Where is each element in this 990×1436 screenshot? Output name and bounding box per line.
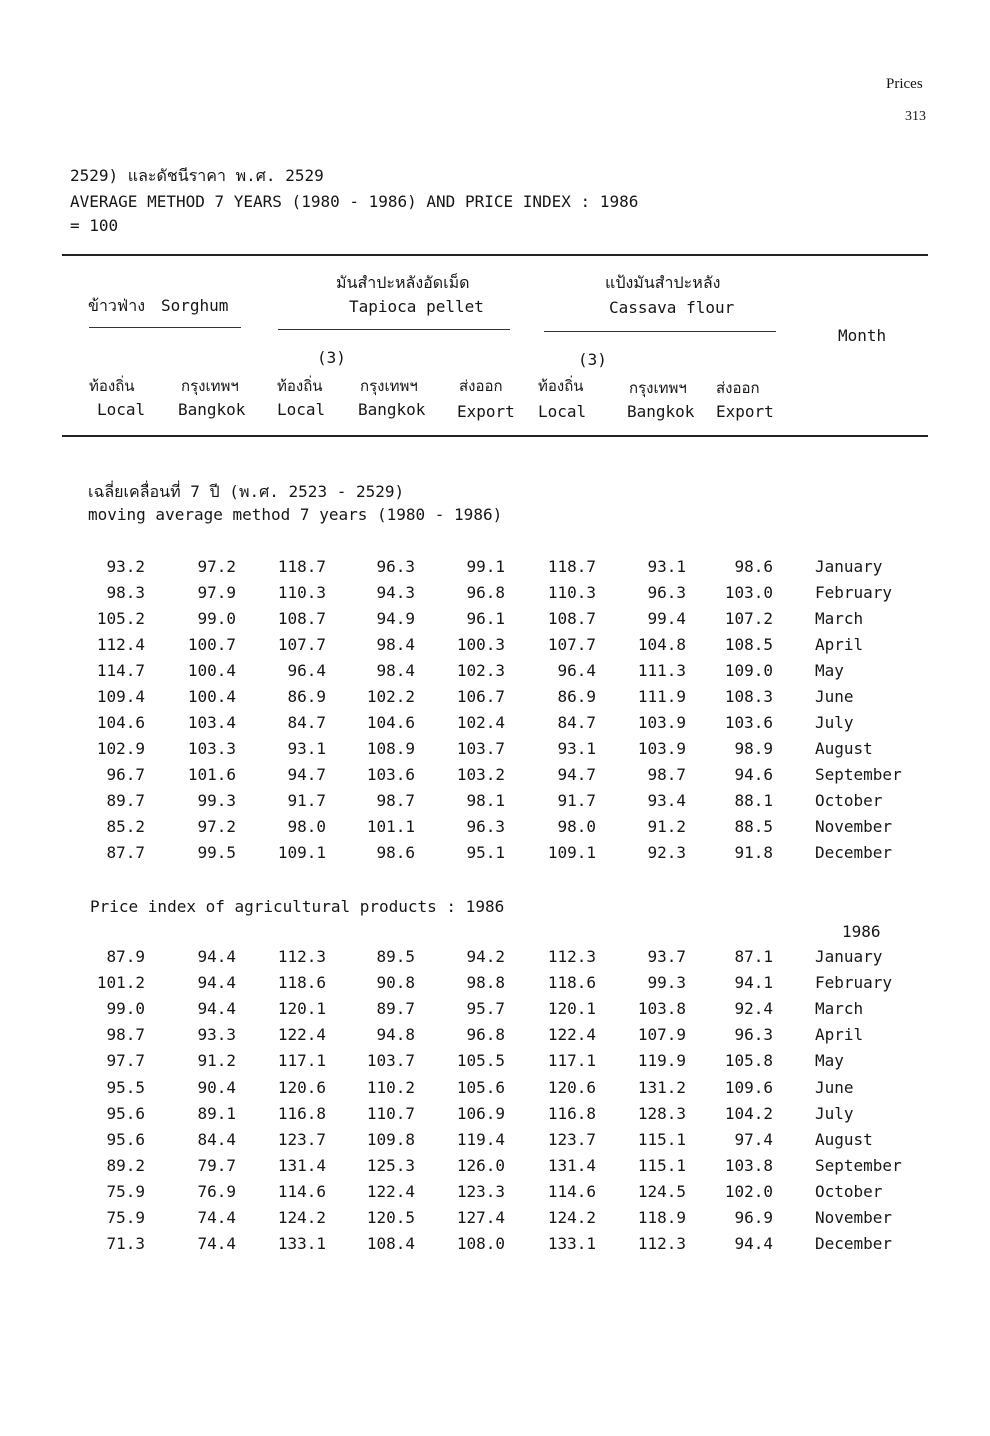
cell-month: September bbox=[815, 1155, 902, 1175]
cell-tapioca-local: 117.1 bbox=[277, 1051, 326, 1071]
header-top-rule bbox=[62, 254, 928, 256]
tapioca-thai: มันสำปะหลังอัดเม็ด bbox=[336, 273, 470, 292]
cell-tapioca-export: 95.1 bbox=[466, 843, 505, 862]
cell-tapioca-bangkok: 94.8 bbox=[376, 1025, 415, 1045]
cell-cassava-local: 118.6 bbox=[547, 973, 596, 993]
cell-tapioca-local: 98.0 bbox=[287, 817, 326, 836]
cell-cassava-export: 94.6 bbox=[734, 765, 773, 784]
cell-cassava-bangkok: 93.4 bbox=[647, 791, 686, 810]
cell-sorghum-local: 95.5 bbox=[106, 1077, 145, 1097]
cell-cassava-bangkok: 111.9 bbox=[637, 687, 686, 706]
col-sorghum-bangkok-thai: กรุงเทพฯ bbox=[181, 377, 239, 395]
cell-month: July bbox=[815, 1103, 854, 1123]
col-cassava-export-thai: ส่งออก bbox=[716, 379, 760, 397]
cell-tapioca-local: 131.4 bbox=[277, 1155, 326, 1175]
header-bottom-rule bbox=[62, 435, 928, 437]
cell-cassava-local: 123.7 bbox=[547, 1129, 596, 1149]
cassava-en: Cassava flour bbox=[609, 298, 735, 317]
cell-cassava-local: 133.1 bbox=[547, 1234, 596, 1254]
col-cassava-local-thai: ท้องถิ่น bbox=[538, 377, 584, 395]
cell-tapioca-bangkok: 101.1 bbox=[366, 817, 415, 836]
cell-sorghum-local: 95.6 bbox=[106, 1129, 145, 1149]
cell-sorghum-bangkok: 103.3 bbox=[187, 739, 236, 758]
table-title-thai: 2529) และดัชนีราคา พ.ศ. 2529 bbox=[70, 166, 324, 185]
col-sorghum-local-en: Local bbox=[97, 400, 146, 419]
cell-cassava-export: 94.1 bbox=[734, 973, 773, 993]
cell-cassava-export: 103.0 bbox=[724, 583, 773, 602]
cell-tapioca-bangkok: 98.7 bbox=[376, 791, 415, 810]
cell-tapioca-local: 86.9 bbox=[287, 687, 326, 706]
cell-tapioca-bangkok: 94.9 bbox=[376, 609, 415, 628]
cell-sorghum-bangkok: 94.4 bbox=[197, 999, 236, 1019]
cell-tapioca-bangkok: 110.7 bbox=[366, 1103, 415, 1123]
cell-cassava-export: 103.6 bbox=[724, 713, 773, 732]
cell-tapioca-bangkok: 89.5 bbox=[376, 947, 415, 966]
cell-sorghum-bangkok: 99.5 bbox=[197, 843, 236, 862]
table-title-en-line2: = 100 bbox=[70, 216, 119, 235]
cell-tapioca-bangkok: 103.6 bbox=[366, 765, 415, 784]
cell-cassava-export: 92.4 bbox=[734, 999, 773, 1019]
col-cassava-bangkok-en: Bangkok bbox=[627, 402, 695, 421]
cell-tapioca-local: 122.4 bbox=[277, 1025, 326, 1045]
cell-cassava-local: 91.7 bbox=[557, 791, 596, 810]
cell-tapioca-export: 99.1 bbox=[466, 557, 505, 576]
cell-sorghum-bangkok: 99.0 bbox=[197, 609, 236, 628]
cell-tapioca-export: 103.2 bbox=[456, 765, 505, 784]
cell-sorghum-local: 75.9 bbox=[106, 1208, 145, 1227]
cell-tapioca-export: 96.3 bbox=[466, 817, 505, 836]
cell-cassava-bangkok: 131.2 bbox=[637, 1077, 686, 1097]
cell-cassava-export: 105.8 bbox=[724, 1051, 773, 1071]
cell-month: February bbox=[815, 583, 893, 602]
cell-tapioca-local: 96.4 bbox=[287, 661, 326, 680]
cell-tapioca-local: 112.3 bbox=[277, 947, 326, 966]
cell-cassava-bangkok: 124.5 bbox=[637, 1181, 686, 1201]
cell-sorghum-bangkok: 100.4 bbox=[187, 661, 236, 680]
cell-tapioca-local: 123.7 bbox=[277, 1129, 326, 1149]
cell-cassava-local: 108.7 bbox=[547, 609, 596, 628]
cell-cassava-local: 109.1 bbox=[547, 843, 596, 862]
cell-cassava-local: 118.7 bbox=[547, 557, 596, 576]
cell-month: November bbox=[815, 1208, 893, 1227]
cell-tapioca-export: 94.2 bbox=[466, 947, 505, 966]
cell-sorghum-local: 109.4 bbox=[96, 687, 145, 706]
cell-cassava-bangkok: 103.8 bbox=[637, 999, 686, 1019]
cell-month: April bbox=[815, 1025, 864, 1045]
cell-tapioca-local: 114.6 bbox=[277, 1181, 326, 1201]
cell-sorghum-bangkok: 74.4 bbox=[197, 1234, 236, 1254]
cell-cassava-local: 86.9 bbox=[557, 687, 596, 706]
cell-tapioca-export: 95.7 bbox=[466, 999, 505, 1019]
cell-sorghum-local: 75.9 bbox=[106, 1181, 145, 1201]
cell-cassava-bangkok: 93.7 bbox=[647, 947, 686, 966]
cell-cassava-bangkok: 92.3 bbox=[647, 843, 686, 862]
cell-month: October bbox=[815, 791, 883, 810]
cell-cassava-local: 93.1 bbox=[557, 739, 596, 758]
cell-tapioca-local: 107.7 bbox=[277, 635, 326, 654]
cell-sorghum-bangkok: 90.4 bbox=[197, 1077, 236, 1097]
cell-sorghum-local: 102.9 bbox=[96, 739, 145, 758]
cell-sorghum-bangkok: 101.6 bbox=[187, 765, 236, 784]
cell-cassava-bangkok: 115.1 bbox=[637, 1129, 686, 1149]
cell-sorghum-local: 104.6 bbox=[96, 713, 145, 732]
cell-cassava-local: 94.7 bbox=[557, 765, 596, 784]
col-cassava-bangkok-thai: กรุงเทพฯ bbox=[629, 379, 687, 397]
cell-tapioca-export: 108.0 bbox=[456, 1234, 505, 1254]
cell-sorghum-local: 85.2 bbox=[106, 817, 145, 836]
cell-cassava-bangkok: 96.3 bbox=[647, 583, 686, 602]
cell-tapioca-bangkok: 98.4 bbox=[376, 635, 415, 654]
cell-cassava-bangkok: 112.3 bbox=[637, 1234, 686, 1254]
cell-tapioca-export: 100.3 bbox=[456, 635, 505, 654]
section-label: Prices bbox=[886, 76, 923, 92]
cell-tapioca-export: 127.4 bbox=[456, 1208, 505, 1227]
cell-cassava-export: 94.4 bbox=[734, 1234, 773, 1254]
cell-tapioca-export: 106.9 bbox=[456, 1103, 505, 1123]
cell-sorghum-local: 89.7 bbox=[106, 791, 145, 810]
cell-sorghum-bangkok: 100.7 bbox=[187, 635, 236, 654]
cell-tapioca-bangkok: 94.3 bbox=[376, 583, 415, 602]
cell-cassava-local: 131.4 bbox=[547, 1155, 596, 1175]
cell-tapioca-local: 118.6 bbox=[277, 973, 326, 993]
cell-cassava-export: 96.3 bbox=[734, 1025, 773, 1045]
cell-cassava-local: 122.4 bbox=[547, 1025, 596, 1045]
cell-month: June bbox=[815, 1077, 854, 1097]
cell-tapioca-export: 105.5 bbox=[456, 1051, 505, 1071]
cell-tapioca-bangkok: 98.6 bbox=[376, 843, 415, 862]
cell-cassava-local: 84.7 bbox=[557, 713, 596, 732]
cell-sorghum-local: 97.7 bbox=[106, 1051, 145, 1071]
cell-month: February bbox=[815, 973, 893, 993]
cell-tapioca-bangkok: 110.2 bbox=[366, 1077, 415, 1097]
cell-sorghum-local: 112.4 bbox=[96, 635, 145, 654]
cell-cassava-export: 102.0 bbox=[724, 1181, 773, 1201]
cell-tapioca-export: 123.3 bbox=[456, 1181, 505, 1201]
cell-tapioca-bangkok: 103.7 bbox=[366, 1051, 415, 1071]
cell-cassava-bangkok: 115.1 bbox=[637, 1155, 686, 1175]
cell-tapioca-bangkok: 108.4 bbox=[366, 1234, 415, 1254]
cell-cassava-bangkok: 103.9 bbox=[637, 739, 686, 758]
cell-cassava-bangkok: 107.9 bbox=[637, 1025, 686, 1045]
cell-cassava-export: 91.8 bbox=[734, 843, 773, 862]
cell-month: January bbox=[815, 947, 883, 966]
cell-sorghum-bangkok: 97.2 bbox=[197, 557, 236, 576]
cell-cassava-local: 110.3 bbox=[547, 583, 596, 602]
cell-cassava-bangkok: 111.3 bbox=[637, 661, 686, 680]
cell-tapioca-bangkok: 122.4 bbox=[366, 1181, 415, 1201]
cell-cassava-bangkok: 91.2 bbox=[647, 817, 686, 836]
sorghum-thai: ข้าวฟ่าง bbox=[88, 296, 146, 315]
col-cassava-export-en: Export bbox=[716, 402, 774, 421]
cell-sorghum-bangkok: 99.3 bbox=[197, 791, 236, 810]
cell-cassava-export: 107.2 bbox=[724, 609, 773, 628]
cell-cassava-local: 112.3 bbox=[547, 947, 596, 966]
cell-cassava-bangkok: 99.3 bbox=[647, 973, 686, 993]
cell-sorghum-bangkok: 89.1 bbox=[197, 1103, 236, 1123]
tapioca-en: Tapioca pellet bbox=[349, 297, 484, 316]
cell-cassava-export: 96.9 bbox=[734, 1208, 773, 1227]
cell-sorghum-bangkok: 97.9 bbox=[197, 583, 236, 602]
cell-sorghum-local: 87.7 bbox=[106, 843, 145, 862]
cell-cassava-export: 88.5 bbox=[734, 817, 773, 836]
cell-tapioca-export: 96.8 bbox=[466, 1025, 505, 1045]
col-tapioca-local-thai: ท้องถิ่น bbox=[277, 377, 323, 395]
page-number: 313 bbox=[905, 109, 926, 124]
cell-cassava-local: 114.6 bbox=[547, 1181, 596, 1201]
cell-cassava-export: 108.3 bbox=[724, 687, 773, 706]
cell-tapioca-local: 120.1 bbox=[277, 999, 326, 1019]
cell-cassava-export: 104.2 bbox=[724, 1103, 773, 1123]
section2-year: 1986 bbox=[842, 922, 881, 941]
cell-sorghum-bangkok: 103.4 bbox=[187, 713, 236, 732]
cell-month: October bbox=[815, 1181, 883, 1201]
cell-tapioca-export: 105.6 bbox=[456, 1077, 505, 1097]
sorghum-en: Sorghum bbox=[161, 296, 229, 315]
cell-sorghum-bangkok: 91.2 bbox=[197, 1051, 236, 1071]
cell-cassava-local: 107.7 bbox=[547, 635, 596, 654]
cell-sorghum-bangkok: 94.4 bbox=[197, 947, 236, 966]
cell-tapioca-export: 106.7 bbox=[456, 687, 505, 706]
col-cassava-local-en: Local bbox=[538, 402, 587, 421]
cell-sorghum-bangkok: 100.4 bbox=[187, 687, 236, 706]
cell-tapioca-bangkok: 90.8 bbox=[376, 973, 415, 993]
cell-month: July bbox=[815, 713, 854, 732]
col-tapioca-local-en: Local bbox=[277, 400, 326, 419]
tapioca-underline bbox=[278, 329, 510, 330]
cell-cassava-export: 88.1 bbox=[734, 791, 773, 810]
cell-sorghum-local: 93.2 bbox=[106, 557, 145, 576]
cell-cassava-bangkok: 104.8 bbox=[637, 635, 686, 654]
cell-tapioca-export: 96.8 bbox=[466, 583, 505, 602]
cell-cassava-local: 96.4 bbox=[557, 661, 596, 680]
cell-sorghum-local: 95.6 bbox=[106, 1103, 145, 1123]
cell-cassava-export: 87.1 bbox=[734, 947, 773, 966]
section2-title: Price index of agricultural products : 1986 bbox=[90, 897, 505, 916]
cell-tapioca-export: 126.0 bbox=[456, 1155, 505, 1175]
cell-sorghum-bangkok: 84.4 bbox=[197, 1129, 236, 1149]
cell-sorghum-bangkok: 93.3 bbox=[197, 1025, 236, 1045]
cell-cassava-export: 103.8 bbox=[724, 1155, 773, 1175]
cell-tapioca-bangkok: 102.2 bbox=[366, 687, 415, 706]
cell-cassava-bangkok: 103.9 bbox=[637, 713, 686, 732]
cell-tapioca-bangkok: 108.9 bbox=[366, 739, 415, 758]
cell-tapioca-local: 91.7 bbox=[287, 791, 326, 810]
cell-cassava-local: 98.0 bbox=[557, 817, 596, 836]
cell-tapioca-bangkok: 98.4 bbox=[376, 661, 415, 680]
cell-tapioca-export: 103.7 bbox=[456, 739, 505, 758]
cell-cassava-bangkok: 99.4 bbox=[647, 609, 686, 628]
cell-tapioca-export: 96.1 bbox=[466, 609, 505, 628]
cell-tapioca-bangkok: 109.8 bbox=[366, 1129, 415, 1149]
cell-tapioca-local: 116.8 bbox=[277, 1103, 326, 1123]
cell-tapioca-local: 120.6 bbox=[277, 1077, 326, 1097]
cell-tapioca-export: 119.4 bbox=[456, 1129, 505, 1149]
cell-cassava-export: 108.5 bbox=[724, 635, 773, 654]
cell-sorghum-local: 98.7 bbox=[106, 1025, 145, 1045]
cell-sorghum-bangkok: 79.7 bbox=[197, 1155, 236, 1175]
section1-title-thai: เฉลี่ยเคลื่อนที่ 7 ปี (พ.ศ. 2523 - 2529) bbox=[88, 482, 405, 501]
cell-sorghum-bangkok: 94.4 bbox=[197, 973, 236, 993]
cell-sorghum-bangkok: 74.4 bbox=[197, 1208, 236, 1227]
col-sorghum-local-thai: ท้องถิ่น bbox=[89, 377, 135, 395]
cell-sorghum-local: 71.3 bbox=[106, 1234, 145, 1254]
cassava-note: (3) bbox=[578, 350, 607, 369]
col-tapioca-export-en: Export bbox=[457, 402, 515, 421]
cell-tapioca-local: 94.7 bbox=[287, 765, 326, 784]
cell-sorghum-local: 101.2 bbox=[96, 973, 145, 993]
cell-cassava-bangkok: 98.7 bbox=[647, 765, 686, 784]
cell-month: August bbox=[815, 1129, 873, 1149]
cell-tapioca-export: 102.3 bbox=[456, 661, 505, 680]
cell-cassava-local: 120.1 bbox=[547, 999, 596, 1019]
cell-month: May bbox=[815, 661, 844, 680]
cell-tapioca-bangkok: 125.3 bbox=[366, 1155, 415, 1175]
col-tapioca-export-thai: ส่งออก bbox=[459, 377, 503, 395]
cell-cassava-export: 109.6 bbox=[724, 1077, 773, 1097]
cell-tapioca-local: 118.7 bbox=[277, 557, 326, 576]
cell-cassava-local: 120.6 bbox=[547, 1077, 596, 1097]
table-title-en: AVERAGE METHOD 7 YEARS (1980 - 1986) AND PRICE INDEX : 1986 bbox=[70, 192, 639, 211]
section1-title-en: moving average method 7 years (1980 - 1986) bbox=[88, 505, 503, 524]
cell-cassava-local: 124.2 bbox=[547, 1208, 596, 1227]
cell-tapioca-local: 93.1 bbox=[287, 739, 326, 758]
cell-month: December bbox=[815, 843, 893, 862]
sorghum-underline bbox=[89, 327, 241, 328]
cell-month: September bbox=[815, 765, 902, 784]
cell-tapioca-local: 109.1 bbox=[277, 843, 326, 862]
cell-tapioca-local: 133.1 bbox=[277, 1234, 326, 1254]
cell-month: March bbox=[815, 999, 864, 1019]
cell-tapioca-bangkok: 96.3 bbox=[376, 557, 415, 576]
cell-month: April bbox=[815, 635, 864, 654]
cell-tapioca-export: 98.8 bbox=[466, 973, 505, 993]
cell-tapioca-bangkok: 120.5 bbox=[366, 1208, 415, 1227]
cell-tapioca-local: 84.7 bbox=[287, 713, 326, 732]
cell-month: June bbox=[815, 687, 854, 706]
col-tapioca-bangkok-thai: กรุงเทพฯ bbox=[360, 377, 418, 395]
cell-sorghum-bangkok: 97.2 bbox=[197, 817, 236, 836]
cell-month: January bbox=[815, 557, 883, 576]
cell-cassava-export: 98.9 bbox=[734, 739, 773, 758]
cell-month: August bbox=[815, 739, 873, 758]
cell-tapioca-local: 124.2 bbox=[277, 1208, 326, 1227]
cell-tapioca-local: 108.7 bbox=[277, 609, 326, 628]
cell-month: November bbox=[815, 817, 893, 836]
cell-sorghum-local: 105.2 bbox=[96, 609, 145, 628]
cell-month: March bbox=[815, 609, 864, 628]
cell-tapioca-local: 110.3 bbox=[277, 583, 326, 602]
cell-sorghum-local: 87.9 bbox=[106, 947, 145, 966]
cell-cassava-local: 117.1 bbox=[547, 1051, 596, 1071]
cell-cassava-bangkok: 118.9 bbox=[637, 1208, 686, 1227]
cell-month: May bbox=[815, 1051, 844, 1071]
col-sorghum-bangkok-en: Bangkok bbox=[178, 400, 246, 419]
cassava-thai: แป้งมันสำปะหลัง bbox=[605, 273, 721, 292]
cell-cassava-export: 109.0 bbox=[724, 661, 773, 680]
cell-sorghum-local: 99.0 bbox=[106, 999, 145, 1019]
cell-sorghum-bangkok: 76.9 bbox=[197, 1181, 236, 1201]
cassava-underline bbox=[544, 331, 776, 332]
cell-sorghum-local: 114.7 bbox=[96, 661, 145, 680]
col-tapioca-bangkok-en: Bangkok bbox=[358, 400, 426, 419]
month-header: Month bbox=[838, 326, 887, 345]
cell-month: December bbox=[815, 1234, 893, 1254]
cell-tapioca-bangkok: 89.7 bbox=[376, 999, 415, 1019]
cell-tapioca-export: 98.1 bbox=[466, 791, 505, 810]
cell-cassava-export: 98.6 bbox=[734, 557, 773, 576]
cell-sorghum-local: 89.2 bbox=[106, 1155, 145, 1175]
cell-sorghum-local: 96.7 bbox=[106, 765, 145, 784]
tapioca-note: (3) bbox=[317, 348, 346, 367]
cell-sorghum-local: 98.3 bbox=[106, 583, 145, 602]
cell-cassava-export: 97.4 bbox=[734, 1129, 773, 1149]
cell-cassava-bangkok: 128.3 bbox=[637, 1103, 686, 1123]
cell-tapioca-export: 102.4 bbox=[456, 713, 505, 732]
cell-cassava-bangkok: 93.1 bbox=[647, 557, 686, 576]
cell-tapioca-bangkok: 104.6 bbox=[366, 713, 415, 732]
cell-cassava-local: 116.8 bbox=[547, 1103, 596, 1123]
cell-cassava-bangkok: 119.9 bbox=[637, 1051, 686, 1071]
